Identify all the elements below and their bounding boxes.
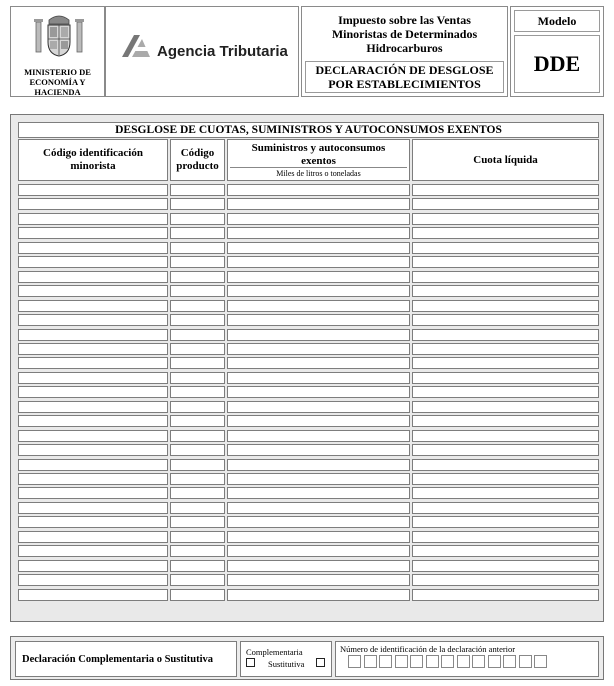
net-quota-cell[interactable] <box>412 574 599 586</box>
exempt-supplies-cell[interactable] <box>227 372 410 384</box>
product-code-cell[interactable] <box>170 213 225 225</box>
product-code-cell[interactable] <box>170 357 225 369</box>
product-code-cell[interactable] <box>170 256 225 268</box>
retailer-id-cell[interactable] <box>18 227 168 239</box>
column-header-retailer-id-line-2: minorista <box>70 160 116 172</box>
complementary-label: Declaración Complementaria o Sustitutiva <box>15 641 237 677</box>
product-code-cell[interactable] <box>170 516 225 528</box>
column-header-exempt-supplies-line-2: exentos <box>301 155 336 167</box>
column-header-retailer-id-line-1: Código identificación <box>43 147 143 159</box>
digit-box[interactable] <box>395 655 408 668</box>
exempt-supplies-cell[interactable] <box>227 502 410 514</box>
exempt-supplies-cell[interactable] <box>227 227 410 239</box>
retailer-id-cell[interactable] <box>18 256 168 268</box>
exempt-supplies-cell[interactable] <box>227 415 410 427</box>
exempt-supplies-cell[interactable] <box>227 256 410 268</box>
exempt-supplies-cell[interactable] <box>227 589 410 601</box>
net-quota-cell[interactable] <box>412 184 599 196</box>
exempt-supplies-cell[interactable] <box>227 473 410 485</box>
declaration-title-line-2: POR ESTABLECIMIENTOS <box>328 77 481 91</box>
net-quota-cell[interactable] <box>412 545 599 557</box>
product-code-cell[interactable] <box>170 372 225 384</box>
retailer-id-cell[interactable] <box>18 285 168 297</box>
ministry-line-2: ECONOMÍA Y <box>29 77 86 87</box>
net-quota-cell[interactable] <box>412 430 599 442</box>
product-code-cell[interactable] <box>170 329 225 341</box>
retailer-id-cell[interactable] <box>18 516 168 528</box>
product-code-cell[interactable] <box>170 430 225 442</box>
exempt-supplies-cell[interactable] <box>227 271 410 283</box>
net-quota-cell[interactable] <box>412 242 599 254</box>
exempt-supplies-cell[interactable] <box>227 459 410 471</box>
net-quota-cell[interactable] <box>412 473 599 485</box>
net-quota-cell[interactable] <box>412 213 599 225</box>
exempt-supplies-cell[interactable] <box>227 574 410 586</box>
exempt-supplies-cell[interactable] <box>227 357 410 369</box>
exempt-supplies-cell[interactable] <box>227 516 410 528</box>
retailer-id-cell[interactable] <box>18 415 168 427</box>
digit-box[interactable] <box>488 655 501 668</box>
complementaria-checkbox[interactable] <box>246 658 255 667</box>
net-quota-cell[interactable] <box>412 502 599 514</box>
digit-box[interactable] <box>457 655 470 668</box>
retailer-id-cell[interactable] <box>18 574 168 586</box>
tax-box <box>301 6 508 97</box>
tax-title <box>302 10 507 58</box>
ministry-line-3: HACIENDA <box>34 87 81 97</box>
net-quota-cell[interactable] <box>412 343 599 355</box>
exempt-supplies-cell[interactable] <box>227 343 410 355</box>
retailer-id-cell[interactable] <box>18 560 168 572</box>
product-code-cell[interactable] <box>170 589 225 601</box>
product-code-cell[interactable] <box>170 415 225 427</box>
column-header-exempt-supplies <box>227 139 410 181</box>
retailer-id-cell[interactable] <box>18 184 168 196</box>
net-quota-cell[interactable] <box>412 560 599 572</box>
product-code-cell[interactable] <box>170 343 225 355</box>
digit-box[interactable] <box>426 655 439 668</box>
product-code-cell[interactable] <box>170 401 225 413</box>
retailer-id-cell[interactable] <box>18 314 168 326</box>
product-code-cell[interactable] <box>170 386 225 398</box>
exempt-supplies-unit: Miles de litros o toneladas <box>230 167 407 179</box>
column-header-retailer-id <box>18 139 168 181</box>
retailer-id-cell[interactable] <box>18 357 168 369</box>
product-code-cell[interactable] <box>170 444 225 456</box>
retailer-id-cell[interactable] <box>18 459 168 471</box>
retailer-id-cell[interactable] <box>18 401 168 413</box>
product-code-cell[interactable] <box>170 560 225 572</box>
product-code-cell[interactable] <box>170 198 225 210</box>
exempt-supplies-cell[interactable] <box>227 386 410 398</box>
digit-box[interactable] <box>534 655 547 668</box>
modelo-label: Modelo <box>514 10 600 32</box>
product-code-cell[interactable] <box>170 473 225 485</box>
exempt-supplies-cell[interactable] <box>227 531 410 543</box>
net-quota-cell[interactable] <box>412 285 599 297</box>
net-quota-cell[interactable] <box>412 372 599 384</box>
product-code-cell[interactable] <box>170 487 225 499</box>
agency-box <box>105 6 299 97</box>
product-code-cell[interactable] <box>170 271 225 283</box>
agency-name: Agencia Tributaria <box>157 43 288 60</box>
retailer-id-cell[interactable] <box>18 242 168 254</box>
net-quota-cell[interactable] <box>412 198 599 210</box>
net-quota-cell[interactable] <box>412 401 599 413</box>
net-quota-cell[interactable] <box>412 271 599 283</box>
product-code-cell[interactable] <box>170 545 225 557</box>
product-code-cell[interactable] <box>170 285 225 297</box>
retailer-id-cell[interactable] <box>18 487 168 499</box>
column-header-net-quota: Cuota líquida <box>412 139 599 181</box>
product-code-cell[interactable] <box>170 242 225 254</box>
net-quota-cell[interactable] <box>412 386 599 398</box>
ministry-name <box>11 67 104 97</box>
previous-id-label: Número de identificación de la declaración anterior <box>340 644 516 654</box>
retailer-id-cell[interactable] <box>18 386 168 398</box>
net-quota-cell[interactable] <box>412 415 599 427</box>
column-header-product-code-line-1: Código <box>180 147 215 159</box>
sustitutiva-checkbox[interactable] <box>316 658 325 667</box>
digit-box[interactable] <box>503 655 516 668</box>
exempt-supplies-cell[interactable] <box>227 545 410 557</box>
retailer-id-cell[interactable] <box>18 531 168 543</box>
product-code-cell[interactable] <box>170 300 225 312</box>
tax-title-line-2: Minoristas de Determinados <box>331 27 478 41</box>
exempt-supplies-cell[interactable] <box>227 242 410 254</box>
net-quota-cell[interactable] <box>412 300 599 312</box>
retailer-id-cell[interactable] <box>18 589 168 601</box>
modelo-box <box>510 6 604 97</box>
product-code-cell[interactable] <box>170 531 225 543</box>
tax-title-line-1: Impuesto sobre las Ventas <box>338 13 471 27</box>
digit-box[interactable] <box>441 655 454 668</box>
net-quota-cell[interactable] <box>412 589 599 601</box>
retailer-id-cell[interactable] <box>18 213 168 225</box>
exempt-supplies-cell[interactable] <box>227 329 410 341</box>
column-header-product-code <box>170 139 225 181</box>
exempt-supplies-cell[interactable] <box>227 198 410 210</box>
product-code-cell[interactable] <box>170 184 225 196</box>
digit-box[interactable] <box>472 655 485 668</box>
modelo-code: DDE <box>514 35 600 93</box>
retailer-id-cell[interactable] <box>18 502 168 514</box>
coat-of-arms-icon <box>34 12 84 58</box>
retailer-id-cell[interactable] <box>18 329 168 341</box>
digit-box[interactable] <box>348 655 361 668</box>
sustitutiva-label: Sustitutiva <box>268 659 305 669</box>
net-quota-cell[interactable] <box>412 314 599 326</box>
column-header-exempt-supplies-line-1: Suministros y autoconsumos <box>251 142 386 154</box>
product-code-cell[interactable] <box>170 227 225 239</box>
exempt-supplies-cell[interactable] <box>227 444 410 456</box>
agency-logo-icon <box>120 33 152 59</box>
exempt-supplies-cell[interactable] <box>227 401 410 413</box>
exempt-supplies-cell[interactable] <box>227 300 410 312</box>
product-code-cell[interactable] <box>170 574 225 586</box>
ministry-line-1: MINISTERIO DE <box>24 67 91 77</box>
exempt-supplies-cell[interactable] <box>227 560 410 572</box>
exempt-supplies-cell[interactable] <box>227 430 410 442</box>
complementaria-label: Complementaria <box>246 647 303 657</box>
net-quota-cell[interactable] <box>412 357 599 369</box>
retailer-id-cell[interactable] <box>18 473 168 485</box>
net-quota-cell[interactable] <box>412 256 599 268</box>
exempt-supplies-cell[interactable] <box>227 314 410 326</box>
net-quota-cell[interactable] <box>412 487 599 499</box>
product-code-cell[interactable] <box>170 502 225 514</box>
digit-box[interactable] <box>519 655 532 668</box>
retailer-id-cell[interactable] <box>18 300 168 312</box>
digit-box[interactable] <box>364 655 377 668</box>
retailer-id-cell[interactable] <box>18 372 168 384</box>
table-title: DESGLOSE DE CUOTAS, SUMINISTROS Y AUTOCONSUMOS EXENTOS <box>18 122 599 138</box>
net-quota-cell[interactable] <box>412 516 599 528</box>
declaration-title-line-1: DECLARACIÓN DE DESGLOSE <box>315 63 494 77</box>
net-quota-cell[interactable] <box>412 227 599 239</box>
net-quota-cell[interactable] <box>412 459 599 471</box>
product-code-cell[interactable] <box>170 459 225 471</box>
retailer-id-cell[interactable] <box>18 271 168 283</box>
retailer-id-cell[interactable] <box>18 343 168 355</box>
exempt-supplies-cell[interactable] <box>227 487 410 499</box>
column-header-product-code-line-2: producto <box>176 160 219 172</box>
tax-title-line-3: Hidrocarburos <box>366 41 443 55</box>
net-quota-cell[interactable] <box>412 531 599 543</box>
retailer-id-cell[interactable] <box>18 430 168 442</box>
exempt-supplies-cell[interactable] <box>227 184 410 196</box>
ministry-box <box>10 6 105 97</box>
net-quota-cell[interactable] <box>412 329 599 341</box>
net-quota-cell[interactable] <box>412 444 599 456</box>
digit-box[interactable] <box>379 655 392 668</box>
exempt-supplies-title <box>228 141 409 169</box>
retailer-id-cell[interactable] <box>18 444 168 456</box>
exempt-supplies-cell[interactable] <box>227 213 410 225</box>
exempt-supplies-cell[interactable] <box>227 285 410 297</box>
product-code-cell[interactable] <box>170 314 225 326</box>
retailer-id-cell[interactable] <box>18 198 168 210</box>
retailer-id-cell[interactable] <box>18 545 168 557</box>
digit-box[interactable] <box>410 655 423 668</box>
declaration-title <box>305 61 504 93</box>
